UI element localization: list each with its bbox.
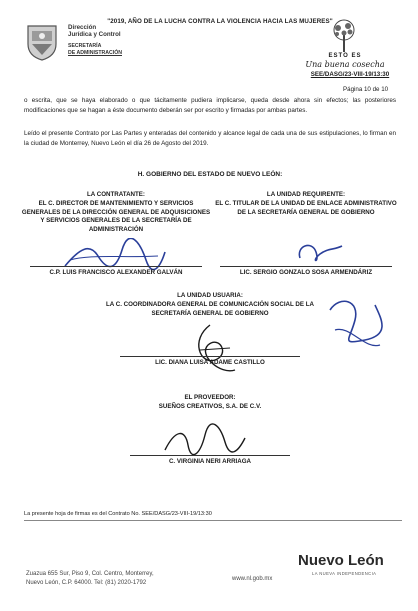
address-line-2: Nuevo León, C.P. 64000. Tel: (81) 2020-1792 (26, 580, 147, 586)
contratante-role: EL C. DIRECTOR DE MANTENIMIENTO Y SERVICIOS GENERALES DE LA DIRECCIÓN GENERAL DE ADQUISICIONES Y SERVICIOS GENERALES DE LA SECRETARÍA DE ADMINISTRACIÓN (21, 200, 211, 233)
usuaria-heading: LA UNIDAD USUARIA: (177, 292, 243, 299)
requirente-heading: LA UNIDAD REQUIRENTE: (266, 191, 346, 198)
usuaria-name: LIC. DIANA LUISA ADAME CASTILLO (155, 359, 265, 366)
logo-tagline: LA NUEVA INDEPENDENCIA (312, 571, 377, 576)
government-heading: H. GOBIERNO DEL ESTADO DE NUEVO LEÓN: (137, 171, 283, 178)
tree-logo (324, 18, 364, 54)
year-slogan: "2019, AÑO DE LA LUCHA CONTRA LA VIOLENCIA HACIA LAS MUJERES" (107, 18, 333, 25)
proveedor-heading: EL PROVEEDOR: (184, 394, 236, 401)
address-line-1: Zuazua 655 Sur, Piso 9, Col. Centro, Monterrey, (26, 571, 154, 577)
state-coat-of-arms-logo (22, 22, 62, 62)
proveedor-signature (160, 420, 250, 460)
contratante-heading: LA CONTRATANTE: (87, 191, 145, 198)
department-name (68, 24, 122, 57)
proveedor-signature-line (130, 455, 290, 456)
contratante-signature-line (30, 266, 202, 267)
footnote-divider (24, 520, 402, 521)
contract-footnote: La presente hoja de firmas es del Contrato No. SEE/DASG/23-VIII-19/13:30 (24, 511, 212, 517)
dept-line-2: Jurídica y Control (68, 31, 121, 38)
requirente-signature-line (220, 266, 392, 267)
page-number: Página 10 de 10 (343, 86, 389, 93)
contract-reference: SEE/DASG/23-VIII-19/13:30 (310, 71, 390, 78)
initials-signature (320, 290, 390, 360)
proveedor-company: SUEÑOS CREATIVOS, S.A. DE C.V. (158, 403, 262, 410)
usuaria-role: LA C. COORDINADORA GENERAL DE COMUNICACIÓN SOCIAL DE LA SECRETARÍA GENERAL DE GOBIERNO (106, 301, 314, 317)
contratante-name: C.P. LUIS FRANCISCO ALEXANDER GALVÁN (49, 269, 183, 276)
usuaria-signature (180, 320, 250, 380)
requirente-signature (290, 236, 350, 266)
brand-slogan: Una buena cosecha (305, 60, 385, 69)
signing-paragraph: Leído el presente Contrato por Las Partes y enteradas del contenido y alcance legal de cada una de sus estipulaciones, lo firman en la ciudad de Monterrey, Nuevo León el día 26 de Agosto del 2019. (24, 130, 396, 147)
dept-sub-2: DE ADMINISTRACIÓN (68, 50, 122, 56)
nuevo-leon-logo: Nuevo León (298, 552, 384, 569)
proveedor-name: C. VIRGINIA NERI ARRIAGA (168, 458, 252, 465)
closing-paragraph: o escrita, que se haya elaborado o que tácitamente pudiera implicarse, queda desde ahora sin efectos; las posteriores modificaciones que se hagan a éste documento deberán ser por escrito y firmadas por ambas partes. (24, 97, 396, 114)
dept-line-1: Dirección (68, 24, 97, 31)
requirente-name: LIC. SERGIO GONZALO SOSA ARMENDÁRIZ (239, 269, 373, 276)
requirente-role: EL C. TITULAR DE LA UNIDAD DE ENLACE ADMINISTRATIVO DE LA SECRETARÍA GENERAL DE GOBIERNO (215, 200, 397, 216)
usuaria-signature-line (120, 356, 300, 357)
brand-top-text: ESTO ES (328, 53, 362, 59)
dept-sub-1: SECRETARÍA (68, 43, 102, 49)
website-link[interactable]: www.nl.gob.mx (232, 576, 273, 582)
